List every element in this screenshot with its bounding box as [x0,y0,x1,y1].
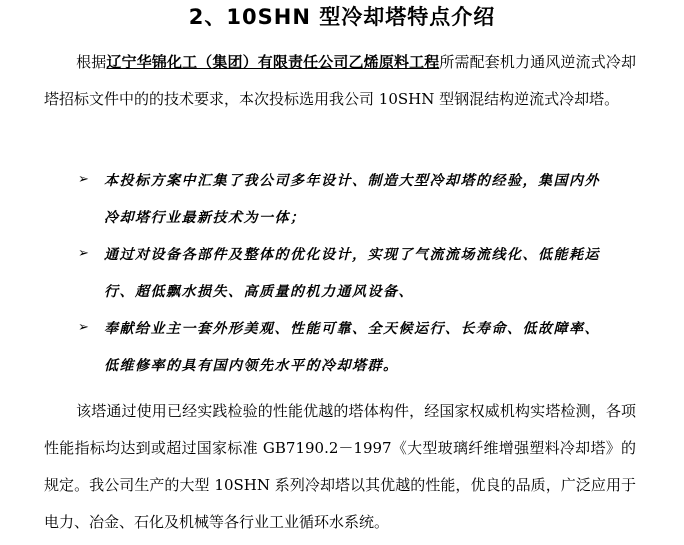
arrow-bullet-icon: ➢ [78,320,89,335]
list-item [72,237,612,311]
section-title: 2、10SHN 型冷却塔特点介绍 [188,5,496,29]
list-item [72,163,612,237]
list-item [72,311,612,385]
bullet-text: 通过对设备各部件及整体的优化设计，实现了气流流场流线化、低能耗运行、超低飘水损失、高质量的机力通风设备、 [104,247,600,300]
intro-paragraph [44,44,636,118]
arrow-bullet-icon: ➢ [78,172,89,187]
feature-list [72,163,612,385]
intro-prefix: 根据 [76,53,107,71]
bullet-text: 本投标方案中汇集了我公司多年设计、制造大型冷却塔的经验，集国内外冷却塔行业最新技术为一体； [104,173,600,226]
conclusion-text: 该塔通过使用已经实践检验的性能优越的塔体构件，经国家权威机构实塔检测，各项性能指标均达到或超过国家标准 GB7190.2－1997《大型玻璃纤维增强塑料冷却塔》的规定。我公司生产的大型 10SHN 系列冷却塔以其优越的性能，优良的品质，广泛应用于电力、冶金、石化及机械等各行业工业循环水系统。 [44,402,636,531]
conclusion-paragraph [44,393,636,541]
bullet-text: 奉献给业主一套外形美观、性能可靠、全天候运行、长寿命、低故障率、低维修率的具有国内领先水平的冷却塔群。 [104,321,600,374]
arrow-bullet-icon: ➢ [78,246,89,261]
intro-suffix: 所需配套机力通风逆流式冷却塔招标文件中的的技术要求，本次投标选用我公司 10SHN 型钢混结构逆流式冷却塔。 [44,53,636,108]
company-name: 辽宁华锦化工（集团）有限责任公司乙烯原料工程 [106,53,440,71]
